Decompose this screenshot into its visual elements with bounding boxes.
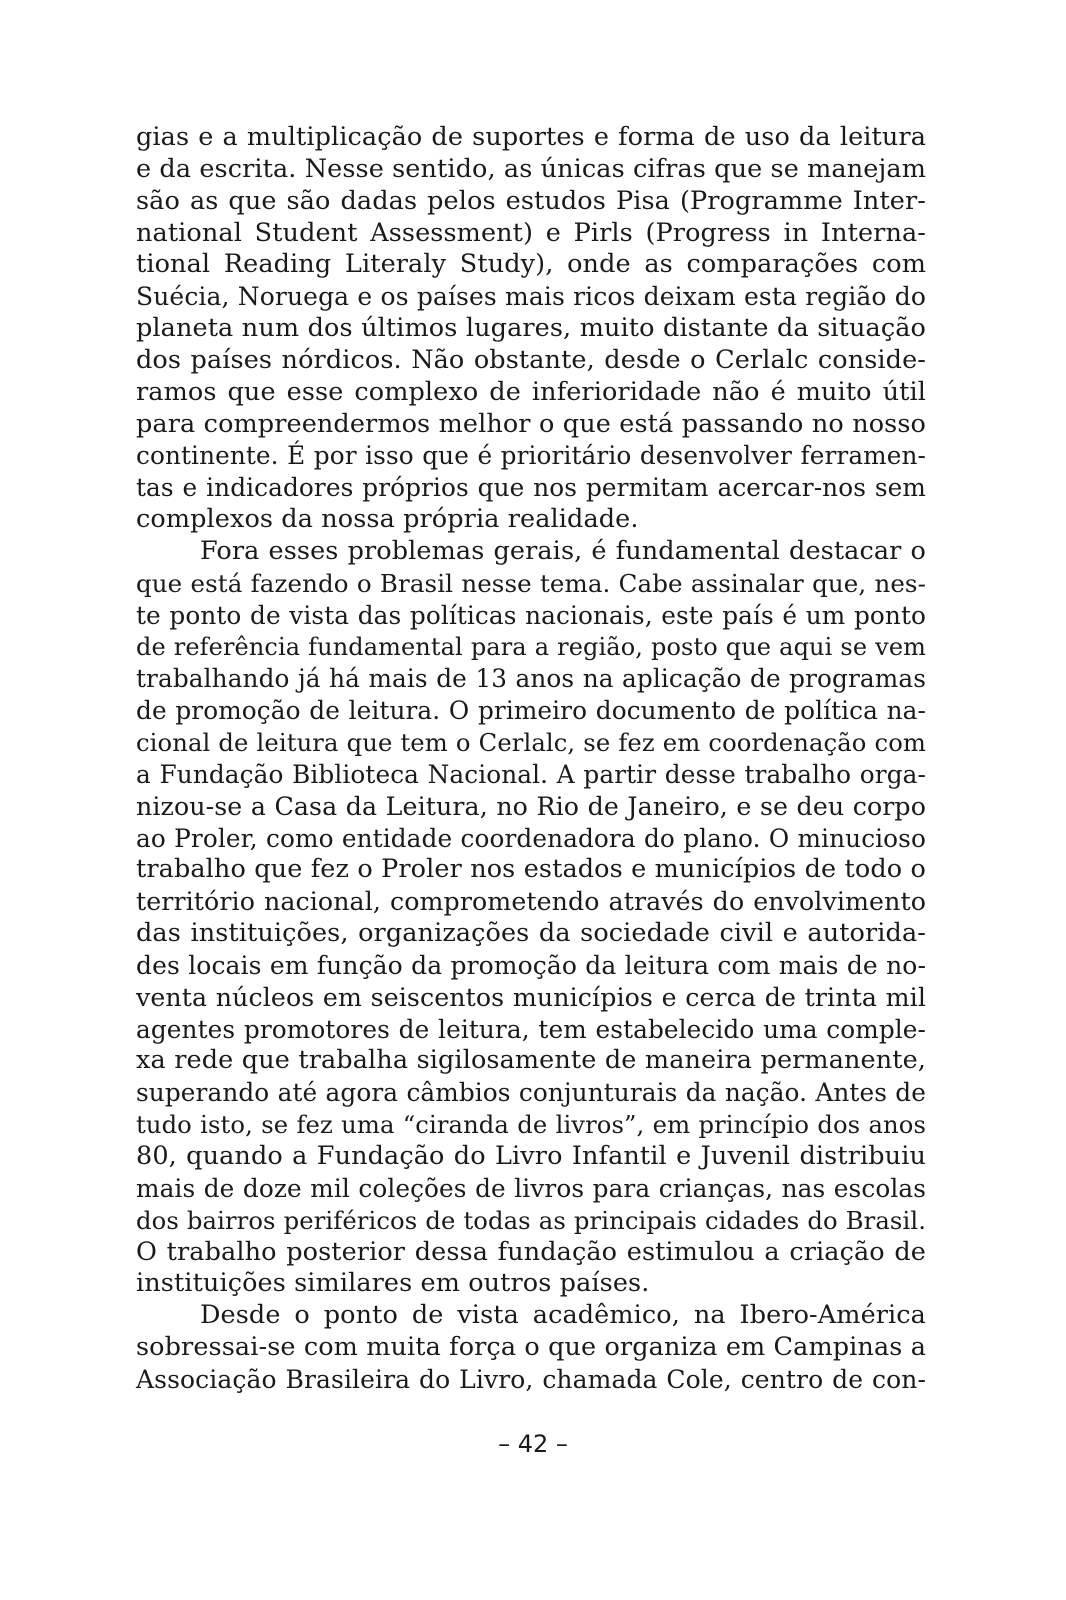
text-line: são as que são dadas pelos estudos Pisa (Programme Inter- [136,185,926,216]
text-line: superando até agora câmbios conjunturais da nação. Antes de [136,1078,926,1108]
page-number: – 42 – [498,1430,568,1458]
text-line: complexos da nossa própria realidade. [136,504,639,535]
text-line: que está fazendo o Brasil nesse tema. Cabe assinalar que, nes- [136,568,926,598]
text-line: de promoção de leitura. O primeiro documento de política na- [136,696,926,726]
text-line: e da escrita. Nesse sentido, as únicas cifras que se manejam [136,153,926,184]
text-line: a Fundação Biblioteca Nacional. A partir desse trabalho orga- [136,759,926,789]
text-line: xa rede que trabalha sigilosamente de maneira permanente, [136,1045,926,1076]
text-line: national Student Assessment) e Pirls (Progress in Interna- [136,217,926,248]
text-line: Associação Brasileira do Livro, chamada Cole, centro de con- [136,1364,926,1394]
text-line: venta núcleos em seiscentos municípios e cerca de trinta mil [136,982,926,1012]
text-line: Suécia, Noruega e os países mais ricos deixam esta região do [136,282,926,312]
text-line: gias e a multiplicação de suportes e forma de uso da leitura [136,122,926,152]
text-line: dos bairros periféricos de todas as principais cidades do Brasil. [136,1205,926,1235]
text-line: tudo isto, se fez uma “ciranda de livros”, em princípio dos anos [136,1110,926,1140]
text-line: trabalho que fez o Proler nos estados e municípios de todo o [136,854,926,885]
text-line: para compreendermos melhor o que está passando no nosso [136,408,926,439]
text-line: cional de leitura que tem o Cerlalc, se fez em coordenação com [136,728,926,758]
body-text [136,122,926,1396]
text-line: de referência fundamental para a região, posto que aqui se vem [136,632,926,661]
text-line: te ponto de vista das políticas nacionais, este país é um ponto [136,600,926,630]
text-line: continente. É por isso que é prioritário desenvolver ferramen- [136,441,926,471]
paragraph-first-line: Desde o ponto de vista acadêmico, na Ibero-América [200,1300,926,1331]
paragraph-first-line: Fora esses problemas gerais, é fundamental destacar o [200,535,926,566]
text-line: dos países nórdicos. Não obstante, desde o Cerlalc conside- [136,344,926,375]
text-line: trabalhando já há mais de 13 anos na aplicação de programas [136,664,926,694]
text-line: tional Reading Literaly Study), onde as comparações com [136,249,926,280]
text-line: 80, quando a Fundação do Livro Infantil e Juvenil distribuiu [136,1141,926,1171]
text-line: O trabalho posterior dessa fundação estimulou a criação de [136,1236,926,1267]
text-line: território nacional, comprometendo através do envolvimento [136,887,926,917]
text-line: planeta num dos últimos lugares, muito distante da situação [136,313,926,344]
text-line: agentes promotores de leitura, tem estabelecido uma comple- [136,1014,926,1044]
text-line: das instituições, organizações da sociedade civil e autorida- [136,918,926,949]
text-line: instituições similares em outros países. [136,1268,650,1299]
text-line: sobressai-se com muita força o que organiza em Campinas a [136,1332,926,1363]
text-line: tas e indicadores próprios que nos permitam acercar-nos sem [136,473,926,503]
text-line: ramos que esse complexo de inferioridade não é muito útil [136,376,926,407]
text-line: des locais em função da promoção da leitura com mais de no- [136,950,926,980]
text-line: mais de doze mil coleções de livros para crianças, nas escolas [136,1173,926,1203]
text-line: nizou-se a Casa da Leitura, no Rio de Janeiro, e se deu corpo [136,791,926,821]
text-line: ao Proler, como entidade coordenadora do plano. O minucioso [136,823,926,853]
